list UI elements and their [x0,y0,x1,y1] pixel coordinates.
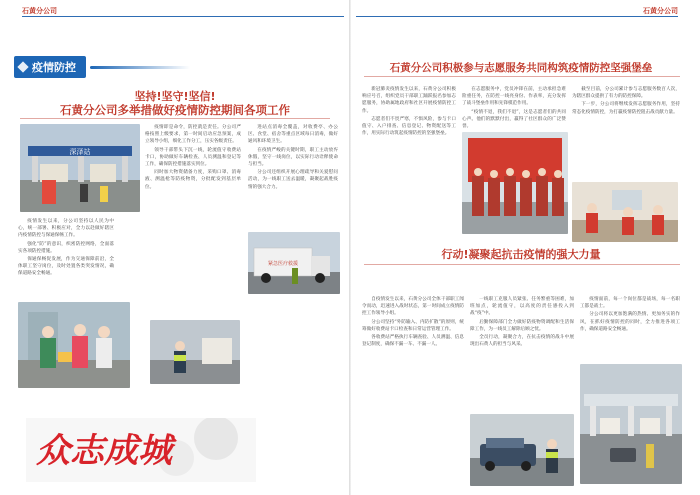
worker-car-photo [470,414,574,486]
left-article-col3: 进站点消毒全覆盖，对收费亭、办公区、食堂、宿舍等重点区域每日消毒，做好通风和环境卫生。 在疫情严峻的关键时期，职工主动放弃休假，坚守一线岗位，以实际行动诠释使命与担当。 分公司还组织开展心理疏导和关爱慰问活动，为一线职工送去温暖，凝聚起战胜疫情的强大合力。 [248,125,338,190]
title-rule-right-2 [364,264,680,265]
section-swoosh [90,66,190,69]
title-rule-right-1 [364,76,680,77]
calligraphy-text: 众志成城 [36,431,172,471]
toll-station-photo [20,124,140,212]
volunteer-article-col3: 截至目前，分公司累计参与志愿服务数百人次，为辖区群众提供了有力的防控保障。 下一步，分公司将继续发挥志愿服务作用，坚持常态化疫情防控，为打赢疫情防控阻击战贡献力量。 [572,87,680,115]
volunteer-article-col1: 新冠肺炎疫情发生以来，石黄分公司积极响应号召，组织党员干部职工踊跃报名参加志愿服务，协助属地政府和社区开展疫情防控工作。 志愿者们不畏严寒，不惧风险，参与卡口值守、入户排查、信息登记、物资配送等工作，用实际行动筑起疫情防控的坚强堡垒。 [362,87,456,137]
medical-truck-photo [248,232,340,294]
title-rule [20,118,330,119]
action-article-col2: 一线职工克服人员紧张、任务繁重等困难，加班加点，轮流值守，以高度的责任感投入到战“疫”中。 后勤保障部门全力做好防疫物资调配和生活保障工作，为一线员工解除后顾之忧。 全员行动，凝聚合力，在抗击疫情的战斗中展现出石黄人的担当与风采。 [470,297,574,348]
volunteer-article-col2: 在志愿服务中，党员冲锋在前，主动承担急难险重任务，在防控一线亮身份、作表率，充分发挥了战斗堡垒作用和先锋模范作用。 “疫情不退，我们不退”，这是志愿者们的共同心声。他们的默默付出，赢得了社区群众的广泛赞誉。 [462,87,566,130]
right-page [350,0,700,495]
section-badge: 疫情防控 [14,56,86,78]
header-rule-right [356,16,678,17]
volunteer-article-title: 石黄分公司积极参与志愿服务共同构筑疫情防控坚强堡垒 [389,62,653,74]
officer-photo [150,320,240,384]
running-head-right: 石黄分公司 [643,7,678,15]
truck-label-text: 紧急医疗救援 [267,261,299,267]
running-head-left: 石黄分公司 [22,7,57,15]
left-article-col1: 疫情发生以来，分公司坚持以人民为中心，统一部署、积极应对，全力以赴做好辖区内疫情防控与保通保畅工作。 强化“防”的意识，织密防控网络，全面落实各项防控措施。 保通保畅促发展，作为交通保障前沿，全体职工坚守岗位，及时处置各类突发情况，确保道路安全畅通。 [18,219,114,277]
toll-plaza-photo [580,364,682,484]
toll-sign-text: 深泽站 [69,148,91,156]
left-article-col2: 疫情即是命令，防控就是责任。分公司严格按照上级要求，第一时间启动应急预案，成立领导小组，细化工作分工，压实各级责任。 领导干部带头下沉一线，轮流值守收费站卡口，协助做好车辆检查、人员测温和登记等工作，确保防控措施落实到位。 同时加大物资储备力度，采购口罩、消毒液、测温枪等防疫物资，分批配发到基层单位。 [145,125,241,190]
volunteers-photo [18,302,130,388]
action-article-col1: 自疫情发生以来，石黄分公司全体干部职工闻令而动，迅速进入战时状态，第一时间成立疫情防控工作领导小组。 分公司坚持“外防输入、内防扩散”的原则，统筹做好收费站卡口检查和日常运营管理工作。 各收费站严格执行车辆查验、人员测温、信息登记制度，确保不漏一车、不漏一人。 [362,297,464,348]
action-article-col3: 疫情面前，每一个岗位都是战场，每一名职工都是战士。 分公司将以更加饱满的热情、更加务实的作风，在抓好疫情防控的同时，全力推进各项工作，确保道路安全畅通。 [580,297,680,332]
calligraphy-image [26,418,256,482]
action-article-title: 行动!凝聚起抗击疫情的强大力量 [441,248,601,261]
section-tag [14,56,190,78]
volunteer-office-photo [572,182,678,242]
header-rule [22,16,344,17]
volunteer-group-photo [462,132,568,234]
article-title: 石黄分公司多举措做好疫情防控期间各项工作 [60,103,290,117]
article-subtitle: 坚持!坚守!坚信! [134,90,216,103]
